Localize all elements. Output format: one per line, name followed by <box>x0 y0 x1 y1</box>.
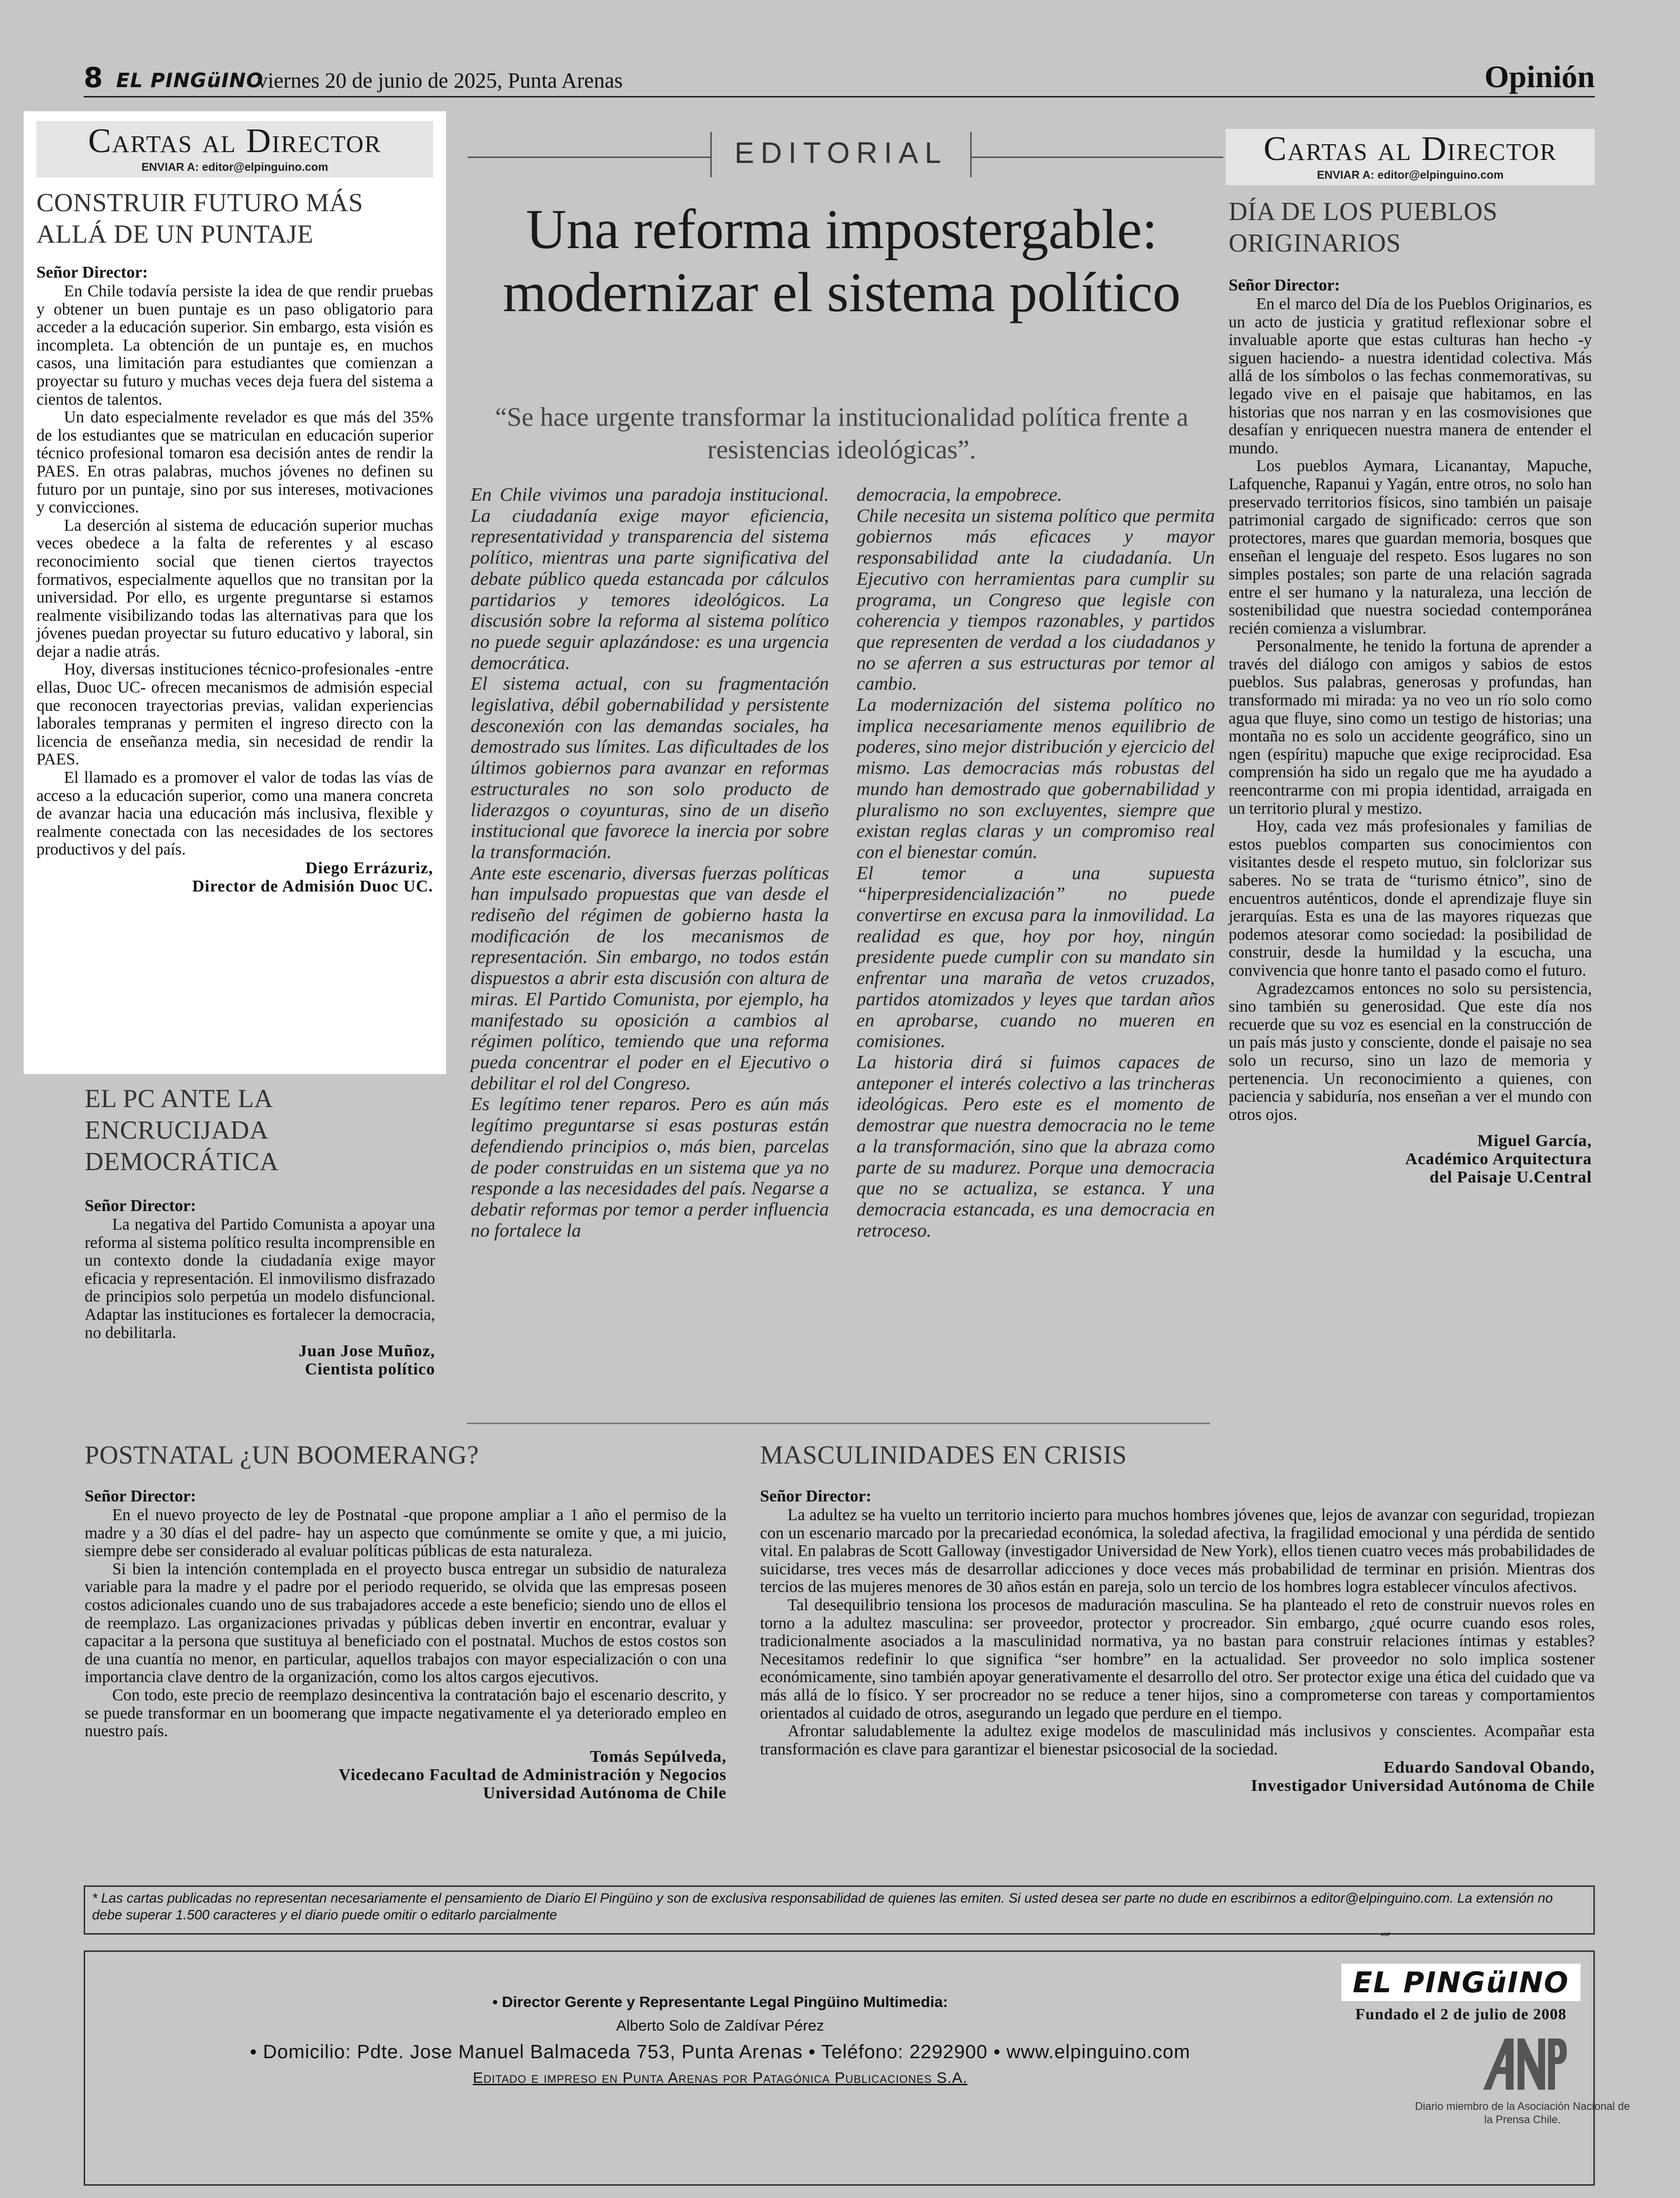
author-role: Investigador Universidad Autónoma de Chile <box>1251 1777 1595 1795</box>
address-line: • Domicilio: Pdte. Jose Manuel Balmaceda 753, Punta Arenas • Teléfono: 2292900 • www.elpinguino.com <box>250 2041 1191 2063</box>
letter-body <box>760 1506 1595 1758</box>
letter-paragraph: El llamado es a promover el valor de todas las vías de acceso a la educación superior, como una manera concreta de avanzar hacia una educación más inclusiva, flexible y realmente conectada con las necesidades de los sectores productivos y del país. <box>36 768 433 859</box>
editorial-rule-tick <box>970 132 972 177</box>
printer-line <box>198 2069 1242 2087</box>
letter-paragraph: Agradezcamos entonces no solo su persistencia, sino también su generosidad. Que este día nos recuerde que su voz es esencial en la construcción de un país más justo y consciente, donde el paisaje no sea solo un recurso, sino un lazo de memoria y pertenencia. Un reconocimiento a quienes, con paciencia y sabiduría, nos enseñan a ver el mundo con otros ojos. <box>1229 979 1592 1124</box>
letter-pc <box>85 1083 435 1418</box>
newspaper-logo: EL PINGüINO <box>1341 1964 1581 2001</box>
letter-salutation: Señor Director: <box>85 1487 196 1505</box>
letter-headline: MASCULINIDADES EN CRISIS <box>760 1441 1127 1469</box>
editorial-paragraph: Ante este escenario, diversas fuerzas políticas han impulsado propuestas que van desde el rediseño del régimen de gobierno hasta la modificación de los mecanismos de representación. Sin embargo, no todos están dispuestos a abrir esta discusión con altura de miras. El Partido Comunista, por ejemplo, ha manifestado su oposición a cambios al régimen político, temiendo que una reforma pueda concentrar el poder en el Ejecutivo o debilitar el rol del Congreso. <box>471 862 829 1094</box>
editorial-rule-right <box>972 157 1223 158</box>
letter-body <box>85 1216 435 1342</box>
letter-paragraph: Si bien la intención contemplada en el proyecto busca entregar un subsidio de naturaleza variable para la madre y el padre por el periodo requerido, se olvida que las empresas poseen costos adicionales cuando uno de sus trabajadores accede a este beneficio; siendo uno de ellos el de reemplazo. Las organizaciones privadas y públicas deben invertir en encontrar, evaluar y capacitar a la persona que sustituya al beneficiado con el postnatal. Muchos de estos costos son de una cuantía no menor, en particular, aquellos trabajos con mayor especialización o con una importancia clave dentro de la organización, como los altos cargos ejecutivos. <box>85 1560 727 1687</box>
author-name: Miguel García, <box>1477 1132 1592 1150</box>
letter-paragraph: Hoy, cada vez más profesionales y familias de estos pueblos comparten sus conocimientos con visitantes desde el respeto mutuo, sin folclorizar sus saberes. No se trata de “turismo étnico”, sino de encuentros auténticos, donde el aprendizaje fluye sin jerarquías. Esta es una de las mayores riquezas que podemos atesorar como sociedad: la posibilidad de construir, desde la humildad y la escucha, una convivencia que honre tanto el pasado como el futuro. <box>1229 817 1592 980</box>
author-name: Eduardo Sandoval Obando, <box>1383 1758 1595 1777</box>
anp-logo-a-shape <box>1483 2039 1514 2090</box>
letters-banner-title: Cartas al Director <box>1263 130 1557 168</box>
editorial-title: Una reforma impostergable: modernizar el sistema político <box>503 198 1181 323</box>
letter-salutation: Señor Director: <box>85 1197 196 1215</box>
editorial-paragraph: El temor a una supuesta “hiperpresidencialización” no puede convertirse en excusa para la inmovilidad. La realidad es que, hoy por hoy, ningún presidente puede cumplir con su mandato sin enfrentar una maraña de vetos cruzados, partidos atomizados y leyes que tardan años en aprobarse, cuando no mueren en comisiones. <box>856 862 1215 1052</box>
letter-paragraph: La deserción al sistema de educación superior muchas veces obedece a la falta de referentes y al escaso reconocimiento social que tienen ciertos trayectos formativos, especialmente aquellos que no transitan por la universidad. Por ello, es urgente preguntarse si estamos realmente visibilizando todas las alternativas para que los jóvenes puedan proyectar su futuro educativo y laboral, sin dejar a nadie atrás. <box>36 516 433 661</box>
page-number: 8 <box>84 62 103 94</box>
author-affiliation: del Paisaje U.Central <box>1429 1168 1592 1187</box>
printer-text: Editado e impreso en Punta Arenas por Patagónica Publicaciones S.A. <box>473 2069 968 2086</box>
letter-salutation: Señor Director: <box>760 1487 872 1505</box>
letter-headline: EL PC ANTE LA ENCRUCIJADA DEMOCRÁTICA <box>85 1084 279 1176</box>
newspaper-brand: EL PINGüINO <box>116 69 264 92</box>
page-header <box>84 59 1595 97</box>
letter-paragraph: Afrontar saludablemente la adultez exige modelos de masculinidad más inclusivos y conscientes. Acompañar esta transformación es clave para garantizar el bienestar psicosocial de la sociedad. <box>760 1722 1595 1758</box>
author-role: Cientista político <box>305 1360 435 1379</box>
letter-box-right <box>1226 129 1595 1419</box>
masthead-footer <box>84 1932 1630 2186</box>
editorial-column-1 <box>471 484 829 1241</box>
letter-postnatal <box>85 1439 727 1873</box>
letter-signature <box>36 859 433 895</box>
anp-logo-text: ANP <box>1381 1932 1391 1938</box>
author-role: Vicedecano Facultad de Administración y Negocios <box>338 1765 727 1784</box>
letter-paragraph: En el nuevo proyecto de ley de Postnatal -que propone ampliar a 1 año el permiso de la madre y a 30 días el del padre- hay un aspecto que comúnmente se omite y que, a mi juicio, siempre debe ser considerado al evaluar políticas públicas de esta naturaleza. <box>85 1506 727 1561</box>
letter-signature <box>1229 1132 1592 1186</box>
letter-box-left <box>24 111 446 1074</box>
author-name: Tomás Sepúlveda, <box>590 1747 727 1766</box>
letter-headline: CONSTRUIR FUTURO MÁS ALLÁ DE UN PUNTAJE <box>36 189 363 249</box>
author-name: Juan Jose Muñoz, <box>298 1342 435 1361</box>
editorial-paragraph: La modernización del sistema político no implica necesariamente menos equilibrio de poderes, sino mejor distribución y ejercicio del mismo. Las democracias más robustas del mundo han demostrado que gobernabilidad y pluralismo no son excluyentes, siempre que existan reglas claras y un compromiso real con el bienestar común. <box>856 695 1215 862</box>
section-title: Opinión <box>1484 59 1595 94</box>
editorial-paragraph: Es legítimo tener reparos. Pero es aún más legítimo preguntarse si esas posturas están defendiendo principios o, más bien, parcelas de poder construidas en un sistema que ya no responde a las necesidades del país. Negarse a debatir reformas por temor a perder influencia no fortalece la <box>471 1094 829 1241</box>
editorial-rule-left <box>468 157 710 158</box>
letter-paragraph: Con todo, este precio de reemplazo desincentiva la contratación bajo el escenario descrito, y se puede transformar en un boomerang que impacte negativamente el ya deteriorado empleo en nuestro país. <box>85 1686 727 1741</box>
anp-logo-p-shape <box>1548 2039 1567 2090</box>
letter-body <box>36 283 433 859</box>
letter-masculinidades <box>760 1439 1595 1873</box>
editorial-paragraph: democracia, la empobrece. <box>856 484 1062 505</box>
issue-date: viernes 20 de junio de 2025, Punta Arenas <box>257 68 623 93</box>
author-role: Académico Arquitectura <box>1405 1150 1592 1169</box>
letter-salutation: Señor Director: <box>1229 276 1340 294</box>
letter-paragraph: Los pueblos Aymara, Licanantay, Mapuche, Lafquenche, Rapanui y Yagán, entre otros, no solo han preservado territorios físicos, sino también un paisaje patrimonial cargado de significado: cerros que son protectores, mares que guardan memoria, bosques que enseñan el lenguaje del respeto. Esos lugares no son simples postales; son parte de una relación sagrada entre el ser humano y la naturaleza, una lección de sostenibilidad que nuestra sociedad contemporánea recién comienza a vislumbrar. <box>1229 457 1592 637</box>
editorial-pull-quote: “Se hace urgente transformar la institucionalidad política frente a resistencias ideológicas”. <box>495 402 1189 464</box>
author-role: Director de Admisión Duoc UC. <box>192 877 433 895</box>
letter-body <box>1229 295 1592 1124</box>
editorial-bottom-rule <box>467 1423 1210 1424</box>
letter-signature <box>760 1758 1595 1795</box>
letter-paragraph: La adultez se ha vuelto un territorio incierto para muchos hombres jóvenes que, lejos de avanzar con seguridad, tropiezan con un escenario marcado por la precariedad económica, la soledad afectiva, la fragilidad emocional y una pérdida de sentido vital. En palabras de Scott Galloway (investigador Universidad de New York), ellos tienen cuatro veces más probabilidades de suicidarse, tres veces más de desarrollar adicciones y doce veces más probabilidad de terminar en prisión. Mientras dos tercios de las mujeres menores de 30 años están en pareja, solo un tercio de los hombres logra establecer vínculos afectivos. <box>760 1506 1595 1596</box>
letter-salutation: Señor Director: <box>36 263 148 282</box>
letter-paragraph: En el marco del Día de los Pueblos Originarios, es un acto de justicia y gratitud reflexionar sobre el invaluable aporte que estas culturas han hecho -y siguen haciendo- a nuestra identidad colectiva. Más allá de los símbolos o las fechas conmemorativas, su legado vive en el paisaje que habitamos, en las historias que nos narran y en las cosmovisiones que desafían y enriquecen nuestra manera de entender el mundo. <box>1229 295 1592 457</box>
director-name: Alberto Solo de Zaldívar Pérez <box>616 2017 824 2034</box>
founded-date: Fundado el 2 de julio de 2008 <box>1355 2005 1567 2023</box>
letter-headline: DÍA DE LOS PUEBLOS ORIGINARIOS <box>1229 197 1498 257</box>
letter-paragraph: Un dato especialmente revelador es que más del 35% de los estudiantes que se matriculan en educación superior técnico profesional tomaron esa decisión antes de rendir la PAES. En otras palabras, muchos jóvenes no definen su futuro por un puntaje, sino por sus intereses, motivaciones y convicciones. <box>36 408 433 517</box>
letters-banner-email: ENVIAR A: editor@elpinguino.com <box>141 160 328 173</box>
letter-paragraph: Personalmente, he tenido la fortuna de aprender a través del diálogo con amigos y sabios de estos pueblos. Sus palabras, generosas y profundas, han transformado mi mirada: ya no veo un río solo como agua que fluye, sino como un testigo de historias; una montaña no es solo un accidente geográfico, sino un ngen (espíritu) mapuche que exige reciprocidad. Esa comprensión ha sido un regalo que me ha ayudado a reencontrarme con mi propia identidad, arraigada en un territorio plural y mestizo. <box>1229 637 1592 818</box>
author-name: Diego Errázuriz, <box>305 859 433 877</box>
letters-banner-right <box>1226 129 1595 185</box>
letter-signature <box>85 1342 435 1378</box>
director-label: • Director Gerente y Representante Legal Pingüino Multimedia: <box>492 1993 948 2010</box>
letters-banner-title: Cartas al Director <box>88 122 382 160</box>
letter-body <box>85 1506 727 1741</box>
letters-disclaimer: * Las cartas publicadas no representan necesariamente el pensamiento de Diario El Pingüino y son de exclusiva responsabilidad de quienes las emiten. Si usted desea ser parte no dude en escribirnos a editor@elpinguino.com. La extensión no debe superar 1.500 caracteres y el diario puede omitir o editarlo parcialmente <box>84 1885 1595 1935</box>
letters-banner-left <box>36 121 433 177</box>
association-note: Diario miembro de la Asociación Nacional de la Prensa Chile. <box>1415 2100 1630 2126</box>
letter-signature <box>85 1748 727 1802</box>
editorial-paragraph: Chile necesita un sistema político que permita gobiernos más eficaces y mayor responsabilidad ante la ciudadanía. Un Ejecutivo con herramientas para cumplir su programa, un Congreso que legisle con coherencia y tiempos razonables, y partidos que representen de verdad a los ciudadanos y no se aferren a sus estructuras por temor al cambio. <box>856 505 1215 695</box>
letter-paragraph: Hoy, diversas instituciones técnico-profesionales -entre ellas, Duoc UC- ofrecen mecanismos de admisión especial que reconocen trayectorias previas, validan experiencias laborales tempranas y permiten el ingreso directo con la licencia de enseñanza media, sin necesidad de rendir la PAES. <box>36 660 433 769</box>
letters-banner-email: ENVIAR A: editor@elpinguino.com <box>1317 168 1504 181</box>
letter-paragraph: Tal desequilibrio tensiona los procesos de maduración masculina. Se ha planteado el reto de construir nuevos roles en torno a la adultez masculina: ser proveedor, protector y procreador. Sin embargo, ¿qué ocurre cuando esos roles, tradicionalmente asociados a la masculinidad normativa, ya no bastan para construir relaciones íntimas y estables? Necesitamos redefinir lo que significa “ser hombre” en la actualidad. Ser proveedor no solo implica sostener económicamente, sino también apoyar generativamente el desarrollo del otro. Ser protector exige una ética del cuidado que va más allá de lo físico. Y ser procreador no se reduce a tener hijos, sino a comprometerse con tareas y comportamientos orientados al cuidado de otros, asegurando un legado que perdure en el tiempo. <box>760 1595 1595 1722</box>
author-affiliation: Universidad Autónoma de Chile <box>483 1784 727 1802</box>
letter-paragraph: La negativa del Partido Comunista a apoyar una reforma al sistema político resulta incomprensible en un contexto donde la ciudadanía exige mayor eficacia y representación. El inmovilismo disfrazado de principios solo perpetúa un modelo disfuncional. Adaptar las instituciones es fortalecer la democracia, no debilitarla. <box>85 1215 435 1342</box>
letter-paragraph: En Chile todavía persiste la idea de que rendir pruebas y obtener un buen puntaje es un paso obligatorio para acceder a la educación superior. Sin embargo, esta visión es incompleta. La obtención de un puntaje es, en muchos casos, una limitación para estudiantes que comienzan a proyectar su futuro y muchas veces deja fuera del sistema a cientos de talentos. <box>36 282 433 409</box>
editorial-label: EDITORIAL <box>734 136 948 169</box>
editorial-paragraph: El sistema actual, con su fragmentación legislativa, débil gobernabilidad y persistente desconexión con las demandas sociales, ha demostrado sus límites. Las dificultades de los últimos gobiernos para avanzar en reformas estructurales no son solo producto de liderazgos o coyunturas, sino de un diseño institucional que favorece la inercia por sobre la transformación. <box>471 673 829 862</box>
anp-logo-n-shape <box>1518 2039 1545 2090</box>
editorial-paragraph: La historia dirá si fuimos capaces de anteponer el interés colectivo a las trincheras ideológicas. Pero este es el momento de demostrar que nuestra democracia no le teme a la transformación, sino que la abraza como parte de su madurez. Porque una democracia que no se actualiza, se estanca. Y una democracia estancada, es una democracia en retroceso. <box>856 1051 1215 1241</box>
editorial-paragraph: En Chile vivimos una paradoja institucional. La ciudadanía exige mayor eficiencia, representatividad y transparencia del sistema político, mientras una parte significativa del debate público queda estancada por cálculos partidarios y temores ideológicos. La discusión sobre la reforma al sistema político no puede seguir aplazándose: es una urgencia democrática. <box>471 484 829 673</box>
letter-headline: POSTNATAL ¿UN BOOMERANG? <box>85 1441 479 1469</box>
editorial-column-2 <box>856 484 1215 1241</box>
